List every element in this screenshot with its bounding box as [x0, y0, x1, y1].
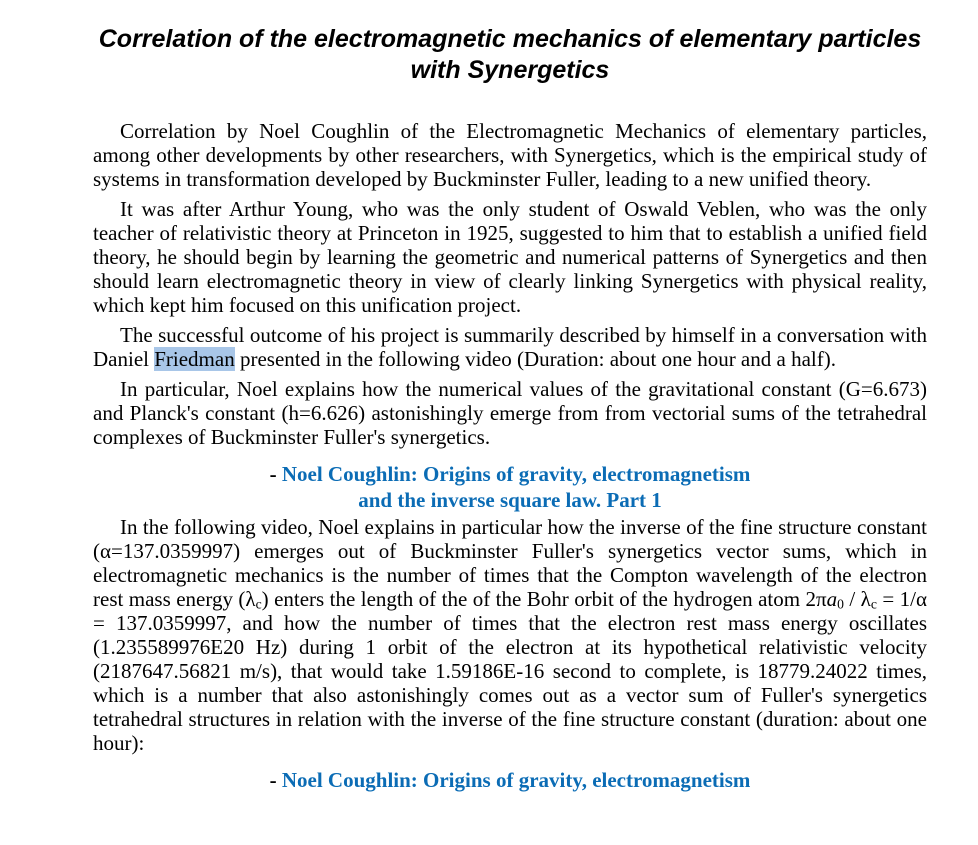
- document-page: [93, 24, 927, 795]
- text-segment: In the following video, Noel explains in particular how the inverse of the fine structure constant (α=137.0359997) emerges out of Buckminster Fuller's synergetics vector sums, which in electromagnetic mechanics is the number of times that the Compton wavelength of the electron rest mass energy (λ: [93, 515, 927, 611]
- paragraph-arthur-young: It was after Arthur Young, who was the only student of Oswald Veblen, who was the only teacher of relativistic theory at Princeton in 1925, suggested to him that to establish a unified field theory, he should begin by learning the geometric and numerical patterns of Synergetics and then should learn electromagnetic theory in view of clearly linking Synergetics with physical reality, which kept him focused on this unification project.: [93, 197, 927, 317]
- video-link-part2: [93, 767, 927, 793]
- math-italic: a: [826, 587, 838, 611]
- paragraph-video-intro: [93, 323, 927, 371]
- highlighted-selection[interactable]: Friedman: [154, 347, 235, 371]
- text-segment: / λ: [843, 587, 871, 611]
- video-link-line1[interactable]: Noel Coughlin: Origins of gravity, electromagnetism: [281, 462, 751, 486]
- paragraph-fine-structure: [93, 515, 927, 755]
- paragraph-intro: Correlation by Noel Coughlin of the Electromagnetic Mechanics of elementary particles, among other developments by other researchers, with Synergetics, which is the empirical study of systems in transformation developed by Buckminster Fuller, leading to a new unified theory.: [93, 119, 927, 191]
- video-link-line1[interactable]: Noel Coughlin: Origins of gravity, electromagnetism: [281, 768, 751, 792]
- page-title: Correlation of the electromagnetic mechanics of elementary particles with Synergetics: [98, 25, 922, 84]
- link-dash: -: [269, 768, 282, 792]
- subscript: 0: [837, 596, 844, 612]
- video-link-line2[interactable]: and the inverse square law. Part 1: [358, 488, 662, 512]
- video-link-part1: [93, 461, 927, 513]
- subscript: c: [255, 596, 262, 612]
- paragraph-text: presented in the following video (Duration: about one hour and a half).: [234, 347, 836, 371]
- paragraph-constants: In particular, Noel explains how the numerical values of the gravitational constant (G=6.673) and Planck's constant (h=6.626) astonishingly emerge from from vectorial sums of the tetrahedral complexes of Buckminster Fuller's synergetics.: [93, 377, 927, 449]
- text-segment: = 1/α = 137.0359997, and how the number of times that the electron rest mass energy oscillates (1.235589976E20 Hz) during 1 orbit of the electron at its hypothetical relativistic velocity (2187647.56821 m/s), that would take 1.59186E-16 second to complete, is 18779.24022 times, which is a number that also astonishingly comes out as a vector sum of Fuller's synergetics tetrahedral structures in relation with the inverse of the fine structure constant (duration: about one hour):: [93, 587, 927, 755]
- subscript: c: [870, 596, 877, 612]
- paragraph-text: The successful outcome of his project is summarily described by himself in a conversation with Daniel: [93, 323, 927, 371]
- text-segment: ) enters the length of the of the Bohr orbit of the hydrogen atom 2π: [261, 587, 827, 611]
- link-dash: -: [269, 462, 282, 486]
